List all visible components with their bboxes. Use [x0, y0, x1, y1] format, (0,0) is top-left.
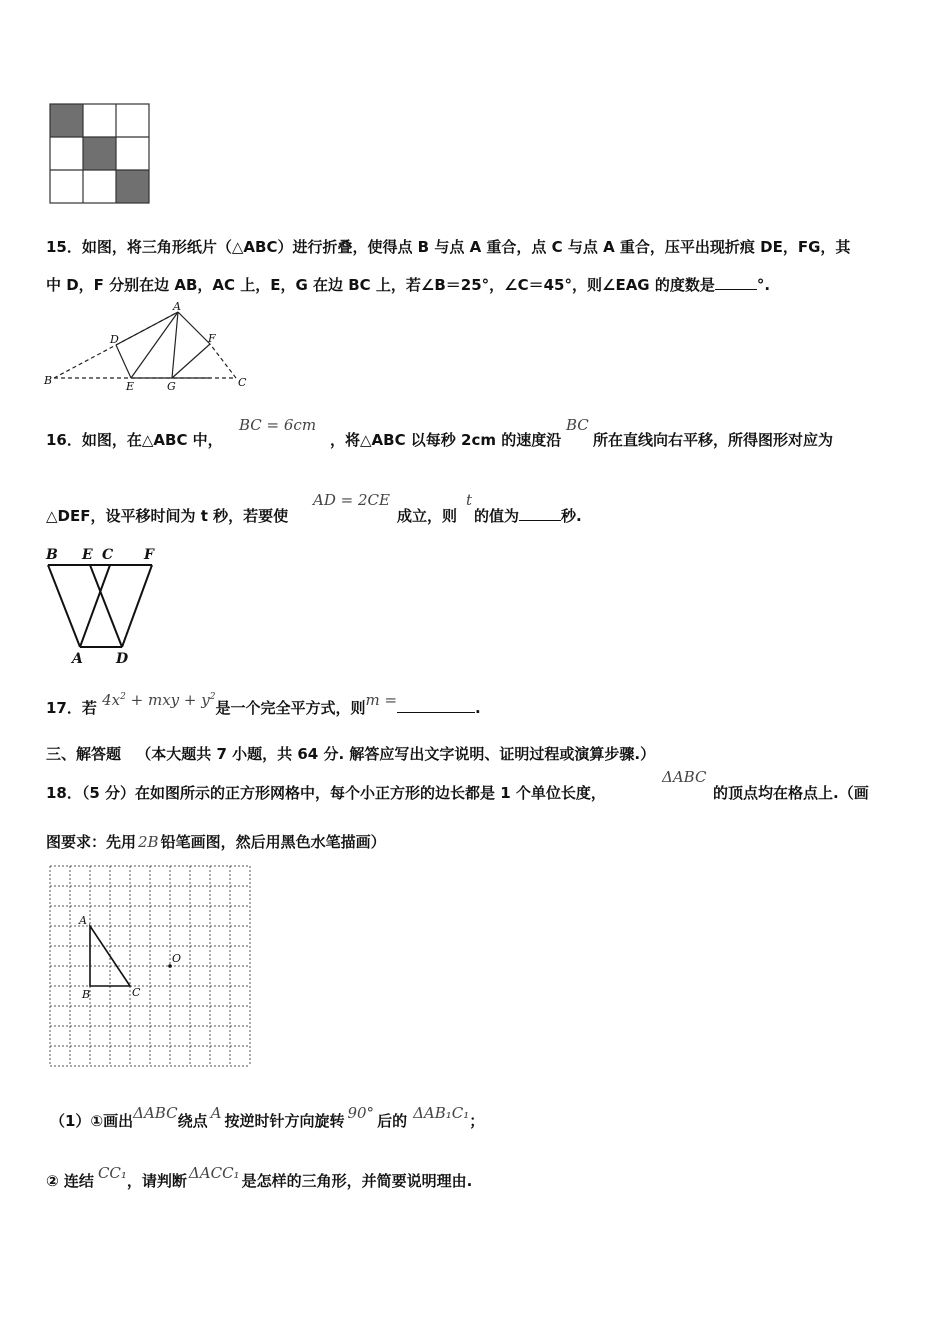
q18-math-abc: ΔABC	[662, 768, 707, 786]
q18-sub2	[46, 1164, 473, 1191]
q18-sub1-m4: ΔAB₁C₁	[413, 1104, 470, 1122]
q16-label-d: D	[116, 651, 129, 667]
section3-title: 三、解答题	[46, 745, 122, 763]
q16-translation-figure	[42, 545, 167, 667]
q15-label-b: B	[44, 374, 53, 387]
q18-sub1-p3: 按逆时针方向旋转	[224, 1112, 345, 1130]
grid-3x3-figure	[48, 102, 153, 206]
q16-part4: △DEF，设平移时间为 t 秒，若要使	[46, 507, 289, 525]
q15-triangle-figure	[40, 300, 255, 395]
q15-line2	[46, 274, 770, 295]
q16-label-a: A	[72, 651, 83, 667]
q16-part2: ，将△ABC 以每秒 2cm 的速度沿	[330, 431, 562, 449]
q18-label-o: O	[172, 952, 182, 965]
shaded-cell-1	[50, 104, 83, 137]
q15-label-a: A	[173, 300, 181, 313]
q18-line2b: 铅笔画图，然后用黑色水笔描画）	[160, 833, 386, 851]
q15-tail: °.	[756, 276, 771, 294]
q17-line	[46, 691, 481, 718]
q18-sub1	[50, 1104, 485, 1131]
q16-label-e: E	[82, 547, 93, 563]
q17-tail: .	[475, 699, 481, 717]
q15-text-line2: 中 D，F 分别在边 AB，AC 上，E，G 在边 BC 上，若∠B＝25°，∠C＝45°，则∠EAG 的度数是	[46, 276, 715, 294]
q16-label-c: C	[102, 547, 114, 563]
q15-number: 15．	[46, 238, 82, 256]
q16-math-ad: AD = 2CE	[313, 491, 390, 509]
q18-grid-figure	[46, 862, 256, 1072]
q18-sub2-p1: ② 连结	[46, 1172, 94, 1190]
q18-sub1-p5: ；	[469, 1112, 485, 1130]
q18-part2: 的顶点均在格点上.（画	[713, 784, 869, 802]
q15-label-c: C	[238, 376, 247, 389]
section3-heading	[46, 743, 655, 764]
q18-sub1-p4: 后的	[377, 1112, 408, 1130]
q18-line2	[46, 831, 386, 852]
q16-tail: 秒.	[561, 507, 582, 525]
q18-math-2b: 2B	[138, 833, 159, 851]
q15-label-d: D	[110, 333, 119, 346]
q18-line2a: 图要求：先用	[46, 833, 137, 851]
q17-part1: 若	[81, 699, 97, 717]
q18-sub2-p3: 是怎样的三角形，并简要说明理由.	[241, 1172, 473, 1190]
q16-math-bc2: BC	[566, 416, 589, 434]
q18-label-a: A	[79, 914, 87, 927]
q18-label-b: B	[82, 988, 91, 1001]
q18-label-c: C	[132, 986, 141, 999]
q16-label-b: B	[46, 547, 58, 563]
q16-part6: 的值为	[474, 507, 520, 525]
q16-part5: 成立，则	[397, 507, 458, 525]
q15-label-e: E	[126, 380, 135, 393]
q18-sub1-m1: ΔABC	[133, 1104, 178, 1122]
q18-number: 18．	[46, 784, 82, 802]
q18-sub1-p2: 绕点	[177, 1112, 208, 1130]
q16-answer-blank[interactable]	[519, 506, 561, 521]
shaded-cell-3	[116, 170, 149, 203]
q16-math-t: t	[466, 491, 473, 509]
q17-part2: 是一个完全平方式，则	[215, 699, 366, 717]
q17-expr-b: + mxy + y	[125, 691, 210, 709]
q17-number: 17．	[46, 699, 82, 717]
q17-math-m: m =	[365, 691, 398, 709]
q16-answer-line	[474, 505, 582, 526]
q18-part1: （5 分）在如图所示的正方形网格中，每个小正方形的边长都是 1 个单位长度，	[81, 784, 606, 802]
q18-sub1-p1: （1）①画出	[50, 1112, 134, 1130]
q17-sup1: 2	[120, 692, 126, 702]
q17-sup2: 2	[209, 692, 216, 702]
q18-sub2-m1: CC₁	[97, 1164, 127, 1182]
q18-sub1-m3: 90°	[347, 1104, 375, 1122]
q18-sub2-p2: ，请判断	[126, 1172, 187, 1190]
q16-part1: 如图，在△ABC 中，	[81, 431, 223, 449]
q16-number: 16．	[46, 431, 82, 449]
q15-answer-blank[interactable]	[715, 275, 757, 290]
q15-text-line1: 如图，将三角形纸片（△ABC）进行折叠，使得点 B 与点 A 重合，点 C 与点 A 重合，压平出现折痕 DE，FG，其	[81, 238, 851, 256]
section3-note: （本大题共 7 小题，共 64 分. 解答应写出文字说明、证明过程或演算步骤.）	[136, 745, 656, 763]
q17-expression	[102, 691, 215, 709]
q17-expr-a: 4x	[102, 691, 121, 709]
q18-sub2-m2: ΔACC₁	[188, 1164, 240, 1182]
shaded-cell-2	[83, 137, 116, 170]
q15-line1	[46, 236, 850, 257]
q16-number-line	[46, 429, 223, 450]
q16-label-f: F	[144, 547, 154, 563]
q16-math-bc: BC = 6cm	[239, 416, 317, 434]
q18-sub1-m2: A	[210, 1104, 222, 1122]
q17-answer-blank[interactable]	[397, 698, 475, 713]
q15-label-f: F	[208, 332, 216, 345]
q15-label-g: G	[167, 380, 176, 393]
q16-part3: 所在直线向右平移，所得图形对应为	[593, 431, 834, 449]
q18-line1	[46, 782, 606, 803]
